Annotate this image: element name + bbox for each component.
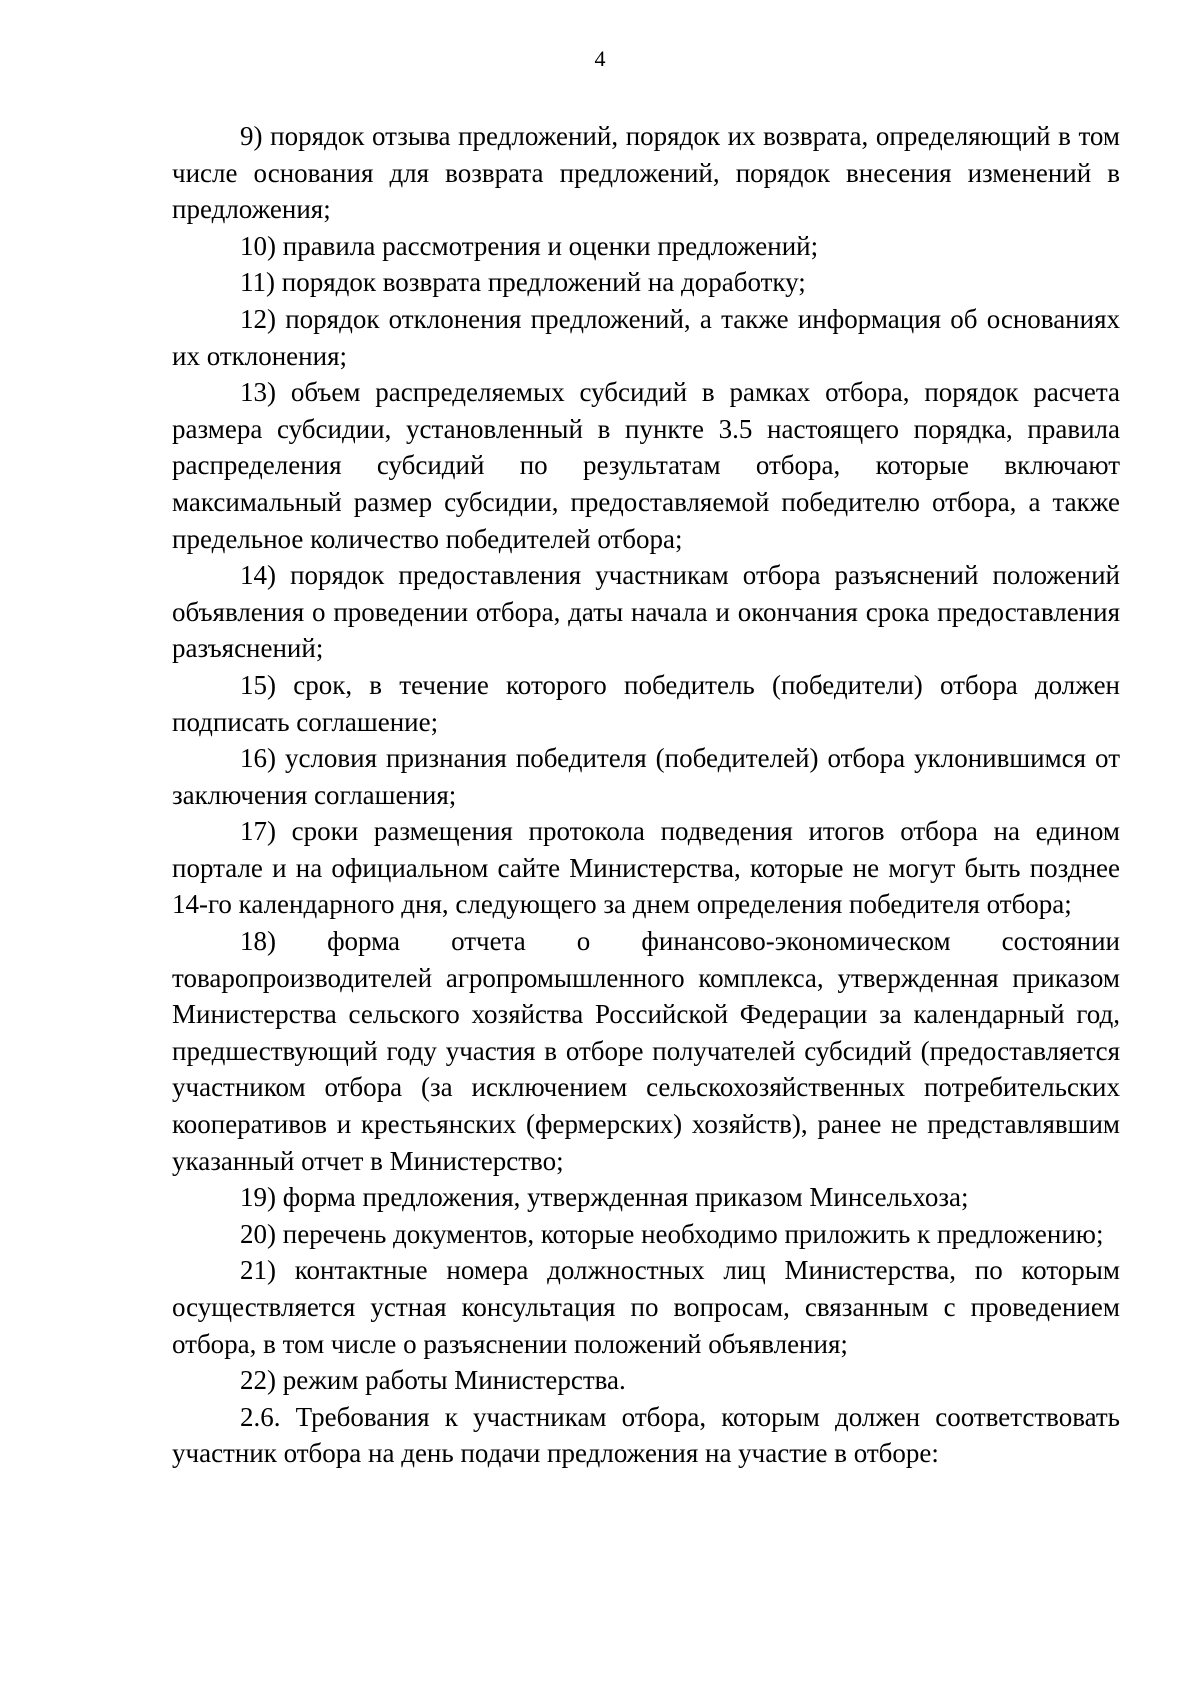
paragraph-item-18: 18) форма отчета о финансово-экономическом состоянии товаропроизводителей агропромышленного комплекса, утвержденная приказом Министерства сельского хозяйства Российской Федерации за календарный год, предшествующий году участия в отборе получателей субсидий (предоставляется участником отбора (за исключением сельскохозяйственных потребительских кооперативов и крестьянских (фермерских) хозяйств), ранее не представлявшим указанный отчет в Министерство;	[172, 926, 1120, 1176]
paragraph-item-9: 9) порядок отзыва предложений, порядок их возврата, определяющий в том числе основания для возврата предложений, порядок внесения изменений в предложения;	[172, 121, 1120, 225]
paragraph-item-17: 17) сроки размещения протокола подведения итогов отбора на едином портале и на официальном сайте Министерства, которые не могут быть позднее 14-го календарного дня, следующего за днем определения победителя отбора;	[172, 816, 1120, 920]
paragraph-item-16: 16) условия признания победителя (победителей) отбора уклонившимся от заключения соглашения;	[172, 743, 1120, 810]
document-body	[172, 118, 1120, 1472]
paragraph-item-19: 19) форма предложения, утвержденная приказом Минсельхоза;	[240, 1182, 969, 1213]
paragraph-item-13: 13) объем распределяемых субсидий в рамках отбора, порядок расчета размера субсидии, установленный в пункте 3.5 настоящего порядка, правила распределения субсидий по результатам отбора, которые включают максимальный размер субсидии, предоставляемой победителю отбора, а также предельное количество победителей отбора;	[172, 377, 1120, 554]
paragraph-item-21: 21) контактные номера должностных лиц Министерства, по которым осуществляется устная консультация по вопросам, связанным с проведением отбора, в том числе о разъяснении положений объявления;	[172, 1255, 1120, 1359]
paragraph-item-20: 20) перечень документов, которые необходимо приложить к предложению;	[240, 1218, 1104, 1249]
paragraph-item-22: 22) режим работы Министерства.	[240, 1365, 626, 1396]
page-number: 4	[594, 46, 606, 71]
paragraph-item-11: 11) порядок возврата предложений на доработку;	[240, 267, 806, 298]
paragraph-item-14: 14) порядок предоставления участникам отбора разъяснений положений объявления о проведении отбора, даты начала и окончания срока предоставления разъяснений;	[172, 560, 1120, 664]
section-2-6-paragraph: 2.6. Требования к участникам отбора, которым должен соответствовать участник отбора на день подачи предложения на участие в отборе:	[172, 1401, 1120, 1469]
paragraph-item-10: 10) правила рассмотрения и оценки предложений;	[240, 230, 819, 261]
paragraph-item-15: 15) срок, в течение которого победитель (победители) отбора должен подписать соглашение;	[172, 669, 1120, 737]
paragraph-item-12: 12) порядок отклонения предложений, а также информация об основаниях их отклонения;	[172, 303, 1120, 371]
